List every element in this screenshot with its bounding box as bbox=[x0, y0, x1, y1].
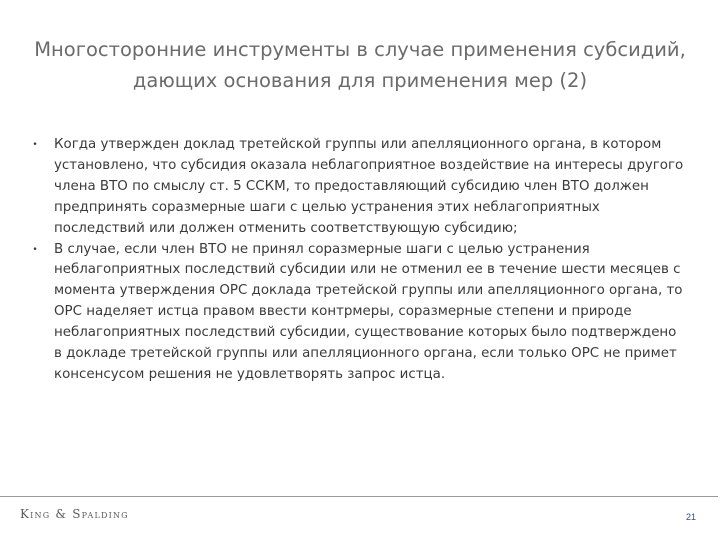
bullet-icon: • bbox=[32, 244, 38, 255]
bullet-text: В случае, если член ВТО не принял соразмерные шаги с целью устранения неблагоприятных последствий субсидии или не отменил ее в течение шести месяцев с момента утверждения ОРС доклада третейской группы или апелляционного органа, то ОРС наделяет истца правом ввести контрмеры, соразмерные степени и природе неблагоприятных последствий субсидии, существование которых было подтверждено в докладе третейской группы или апелляционного органа, если только ОРС не примет консенсусом решения не удовлетворять запрос истца. bbox=[54, 241, 683, 382]
bullet-item bbox=[28, 240, 688, 386]
footer-divider bbox=[0, 496, 718, 497]
slide-title: Многосторонние инструменты в случае применения субсидий, дающих основания для применения мер (2) bbox=[34, 38, 686, 92]
bullet-list bbox=[28, 135, 688, 386]
bullet-item bbox=[28, 135, 688, 240]
bullet-text: Когда утвержден доклад третейской группы или апелляционного органа, в котором установлено, что субсидия оказала неблагоприятное воздействие на интересы другого члена ВТО по смыслу ст. 5 ССКМ, то предоставляющий субсидию член ВТО должен предпринять соразмерные шаги с целью устранения этих неблагоприятных последствий или должен отменить соответствующую субсидию; bbox=[54, 137, 684, 236]
company-logo: King & Spalding bbox=[20, 507, 129, 521]
bullet-icon: • bbox=[32, 140, 38, 150]
page-number: 21 bbox=[685, 512, 696, 522]
